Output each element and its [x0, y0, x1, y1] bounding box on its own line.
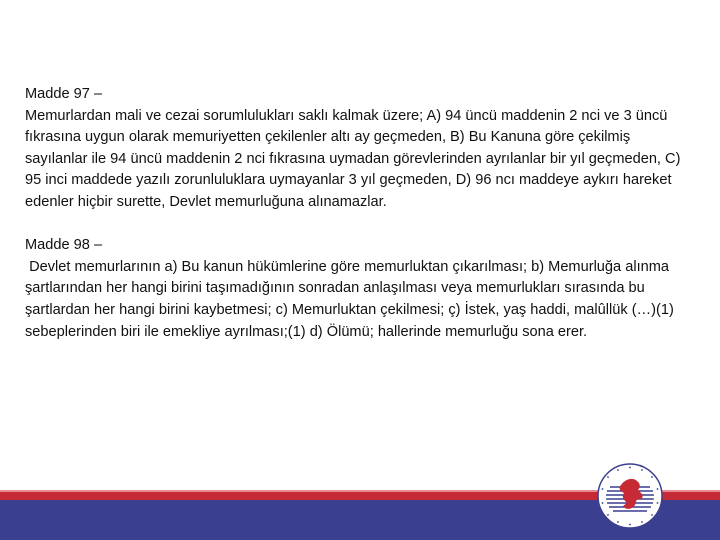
university-seal-logo-icon: [597, 463, 663, 529]
article-98-text: Devlet memurlarının a) Bu kanun hükümlerine göre memurluktan çıkarılması; b) Memurluğa alınma şartlarından her hangi birini taşımadığının sonradan anlaşılması veya memurlukları sırasında bu şartlardan her hangi birini kaybetmesi; c) Memurluktan çekilmesi; ç) İstek, yaş haddi, malûllük (…)(1) sebeplerinden biri ile emekliye ayrılması;(1) d) Ölümü; hallerinde memurluğu sona erer.: [25, 258, 678, 340]
article-97: [25, 84, 685, 214]
article-98: [25, 235, 685, 343]
article-98-heading: Madde 98 –: [25, 237, 103, 254]
article-97-text: Memurlardan mali ve cezai sorumlulukları saklı kalmak üzere; A) 94 üncü maddenin 2 nci ve 3 üncü fıkrasına uygun olarak memuriyetten çekilenler altı ay geçmeden, B) Bu Kanuna göre çekilmiş sayılanlar ile 94 üncü maddenin 2 nci fıkrasına uymadan görevlerinden ayrılanlar bir yıl geçmeden, C) 95 inci maddede yazılı zorunluluklara uymayanlar 3 yıl geçmeden, D) 96 ncı maddeye aykırı hareket edenler hiçbir surette, Devlet memurluğuna alınamazlar.: [25, 107, 685, 210]
slide-content: [25, 84, 685, 343]
paragraph-spacer: [25, 214, 685, 236]
article-97-heading: Madde 97 –: [25, 86, 103, 102]
